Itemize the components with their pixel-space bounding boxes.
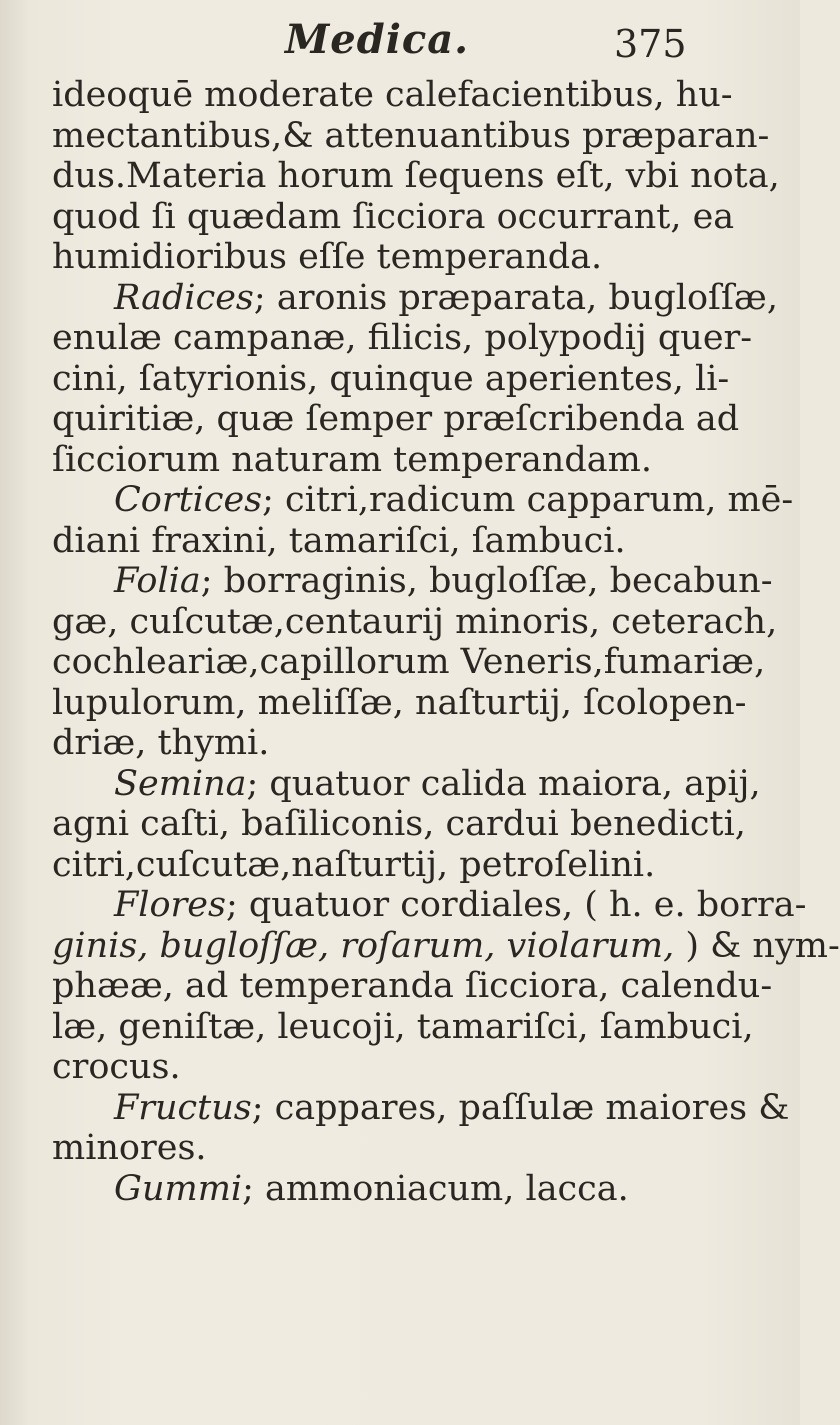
text-line <box>52 75 742 116</box>
line-text: dus.Materia horum ſequens eſt, vbi nota, <box>52 156 780 196</box>
line-text: ; borraginis, bugloſſæ, becabun- <box>200 561 773 601</box>
line-text: phææ, ad temperanda ſicciora, calendu- <box>52 966 773 1006</box>
text-line <box>52 521 742 562</box>
text-line <box>52 1128 742 1169</box>
text-line <box>52 885 807 926</box>
line-text: humidioribus eſſe temperanda. <box>52 237 603 277</box>
text-line <box>52 1047 742 1088</box>
line-text: cini, ſatyrionis, quinque aperientes, li- <box>52 358 730 399</box>
text-line <box>52 318 753 359</box>
line-text: quod ſi quædam ſicciora occurrant, ea <box>52 196 735 237</box>
text-line <box>52 1087 790 1129</box>
line-text: lupulorum, meliſſæ, naſturtij, ſcolopen- <box>52 682 747 723</box>
section-heading: Radices <box>114 277 254 318</box>
body-text <box>52 75 840 1209</box>
section-heading: Semina <box>114 763 247 804</box>
section-heading: ginis, bugloſſæ, roſarum, violarum, <box>52 925 675 966</box>
text-line <box>52 197 742 238</box>
text-line <box>52 480 794 521</box>
text-line <box>52 966 773 1007</box>
text-line <box>52 723 742 764</box>
line-text: ; aronis præparata, bugloſſæ, <box>253 277 778 318</box>
running-head: Medica. <box>285 16 470 63</box>
line-text: gæ, cuſcutæ,centaurij minoris, ceterach, <box>52 601 778 642</box>
line-text: ; quatuor calida maiora, apij, <box>246 763 761 804</box>
text-line <box>52 682 747 724</box>
line-text: ſicciorum naturam temperandam. <box>52 439 652 480</box>
page-header <box>0 14 800 74</box>
section-heading: Gummi <box>114 1168 243 1209</box>
text-line <box>52 642 766 683</box>
text-line <box>52 440 742 481</box>
line-text: cochleariæ,capillorum Veneris,fumariæ, <box>52 642 766 682</box>
line-text: crocus. <box>52 1047 181 1087</box>
text-line <box>52 804 746 845</box>
text-line <box>52 1006 754 1048</box>
text-line <box>52 237 742 278</box>
text-line <box>52 925 840 967</box>
line-text: ; ammoniacum, lacca. <box>242 1168 629 1209</box>
text-line <box>52 601 778 643</box>
line-text: minores. <box>52 1128 207 1168</box>
line-text: ) & nym- <box>674 925 840 966</box>
text-line <box>52 399 742 440</box>
section-heading: Fructus <box>114 1087 252 1128</box>
section-heading: Cortices <box>114 480 263 520</box>
line-text: agni caſti, baſiliconis, cardui benedicti, <box>52 804 746 844</box>
text-line <box>52 359 742 400</box>
text-line <box>52 156 780 197</box>
line-text: quiritiæ, quæ ſemper præſcribenda ad <box>52 399 740 439</box>
line-text: læ, geniſtæ, leucoji, tamariſci, ſambuci, <box>52 1006 754 1047</box>
line-text: ; citri,radicum capparum, mē- <box>262 480 794 520</box>
text-line <box>52 277 778 319</box>
line-text: ideoquē moderate calefacientibus, hu- <box>52 75 733 115</box>
line-text: driæ, thymi. <box>52 723 270 763</box>
line-text: ; cappares, paſſulæ maiores & <box>251 1087 790 1128</box>
section-heading: Flores <box>114 885 226 925</box>
line-text: diani fraxini, tamariſci, ſambuci. <box>52 520 626 561</box>
line-text: ; quatuor cordiales, ( h. e. borra- <box>225 885 807 925</box>
text-line <box>52 115 770 157</box>
line-text: enulæ campanæ, filicis, polypodij quer- <box>52 318 753 358</box>
page-number: 375 <box>614 22 687 66</box>
text-line <box>52 561 773 602</box>
text-line <box>52 763 761 805</box>
line-text: citri,cuſcutæ,naſturtij, petroſelini. <box>52 844 656 885</box>
text-line <box>52 1169 742 1210</box>
text-line <box>52 845 742 886</box>
line-text: mectantibus,& attenuantibus præparan- <box>52 115 770 156</box>
section-heading: Folia <box>114 561 201 601</box>
